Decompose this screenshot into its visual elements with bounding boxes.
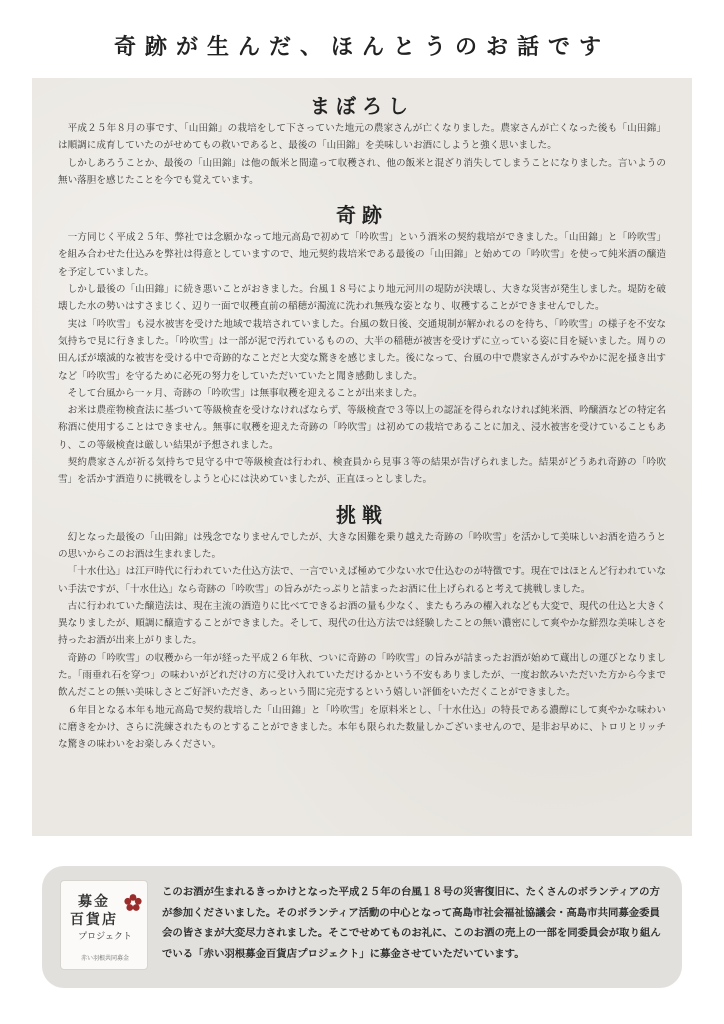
paragraph: しかし最後の「山田錦」に続き悪いことがおきました。台風１８号により地元河川の堤防が決壊し、大きな災害が発生しました。堤防を破壊した水の勢いはすさまじく、辺り一面で収穫直前の稲穂が濁流に洗われ無残な姿となり、収穫することができませんでした。 [58,284,666,313]
logo-text-line3: プロジェクト [78,932,132,942]
page-title: 奇跡が生んだ、ほんとうのお話です [113,34,610,60]
paragraph: お米は農産物検査法に基づいて等級検査を受けなければならず、等級検査で３等以上の認証を得られなければ純米酒、吟醸酒などの特定名称酒に使用することはできません。無事に収穫を迎えた奇跡の「吟吹雪」は初めての栽培であることに加え、浸水被害を受けていることもあり、この等級検査は厳しい結果が予想されました。 [58,405,666,451]
donation-footer [42,866,682,988]
paragraph: 幻となった最後の「山田錦」は残念でなりませんでしたが、大きな困難を乗り越えた奇跡の「吟吹雪」を活かして美味しいお酒を造ろうとの思いからこのお酒は生まれました。 [58,531,666,560]
logo-text-line1: 募金 [78,894,110,910]
paragraph: そして台風から一ヶ月、奇跡の「吟吹雪」は無事収穫を迎えることが出来ました。 [67,387,423,399]
paragraph: 契約農家さんが祈る気持ちで見守る中で等級検査は行われ、検査員から見事３等の結果が告げられました。結果がどうあれ奇跡の「吟吹雪」を活かす酒造りに挑戦をしようと心には決めていましたが、正直ほっとしました。 [58,457,666,486]
paragraph: 古に行われていた醸造法は、現在主流の酒造りに比べてできるお酒の量も少なく、またもろみの櫂入れなども大変で、現代の仕込と大きく異なりましたが、順調に醸造することができました。そして、現代の仕込方法では経験したことの無い濃密にして爽やかな鮮烈な美味しさを持ったお酒が出来上がりました。 [58,600,666,647]
paragraph: 実は「吟吹雪」も浸水被害を受けた地域で栽培されていました。台風の数日後、交通規制が解かれるのを待ち、「吟吹雪」の様子を不安な気持ちで見に行きました。「吟吹雪」は一部が泥で汚れているものの、大半の稲穂が被害を受けずに立っている姿に目を疑いました。周りの田んぼが壊滅的な被害を受ける中で奇跡的なことだと大変な驚きを感じました。後になって、台風の中で農家さんがすみやかに泥を掻き出すなど「吟吹雪」を守るために必死の努力をしていただいていたと聞き感動しました。 [58,318,666,382]
story-panel [32,78,692,836]
section-maboroshi [58,92,666,189]
section-heading: まぼろし [310,94,414,118]
section-chosen [58,501,666,754]
section-heading: 挑戦 [336,502,388,527]
donation-project-logo [60,880,148,970]
logo-organization: 赤い羽根共同募金 [80,955,129,962]
section-kiseki [58,201,666,488]
paragraph: 奇跡の「吟吹雪」の収穫から一年が経った平成２６年秋、ついに奇跡の「吟吹雪」の旨みが詰まったお酒が始めて蔵出しの運びとなりました。「雨垂れ石を穿つ」の味わいがどれだけの方に受け入れていただけるかという不安もありましたが、一度お飲みいただいた方から今まで飲んだことの無い美味しさとご好評いただき、あっという間に完売するという嬉しい評価をいただくことができました。 [58,652,666,699]
logo-text-line2: 百貨店 [70,912,118,928]
donation-message: このお酒が生まれるきっかけとなった平成２５年の台風１８号の災害復旧に、たくさんのボランティアの方が参加くださいました。そのボランティア活動の中心となって高島市社会福祉協議会・高島市共同募金委員会の皆さまが大変尽力されました。そこでせめてものお礼に、このお酒の売上の一部を同委員会が取り組んでいる「赤い羽根募金百貨店プロジェクト」に募金させていただいています。 [162,886,661,960]
paragraph: しかしあろうことか、最後の「山田錦」は他の飯米と間違って収穫され、他の飯米と混ざり消失してしまうことになりました。言いようの無い落胆を感じたことを今でも覚えています。 [58,157,666,186]
section-heading: 奇跡 [336,203,388,228]
paragraph: 「十水仕込」は江戸時代に行われていた仕込方法で、一言でいえば極めて少ない水で仕込むのが特徴です。現在ではほとんど行われていない手法ですが、「十水仕込」なら奇跡の「吟吹雪」の旨みがたっぷりと詰まったお酒に仕上げられると考えて挑戦しました。 [58,566,666,595]
paragraph: ６年目となる本年も地元高島で契約栽培した「山田錦」と「吟吹雪」を原料米とし、「十水仕込」の特長である濃醇にして爽やかな味わいに磨きをかけ、さらに洗練されたものとすることができました。本年も限られた数量しかございませんので、是非お早めに、トロリとリッチな驚きの味わいをお楽しみください。 [58,704,666,751]
paragraph: 一方同じく平成２５年、弊社では念願かなって地元高島で初めて「吟吹雪」という酒米の契約栽培ができました。「山田錦」と「吟吹雪」を組み合わせた仕込みを弊社は得意としていますので、地元契約栽培米である最後の「山田錦」と始めての「吟吹雪」を使って純米酒の醸造を予定していました。 [58,232,666,278]
paragraph: 平成２５年８月の事です、「山田錦」の栽培をして下さっていた地元の農家さんが亡くなりました。農家さんが亡くなった後も「山田錦」は順調に成育していたのがせめてもの救いであると、最後の「山田錦」を美味しいお酒にしようと強く思いました。 [58,123,666,152]
